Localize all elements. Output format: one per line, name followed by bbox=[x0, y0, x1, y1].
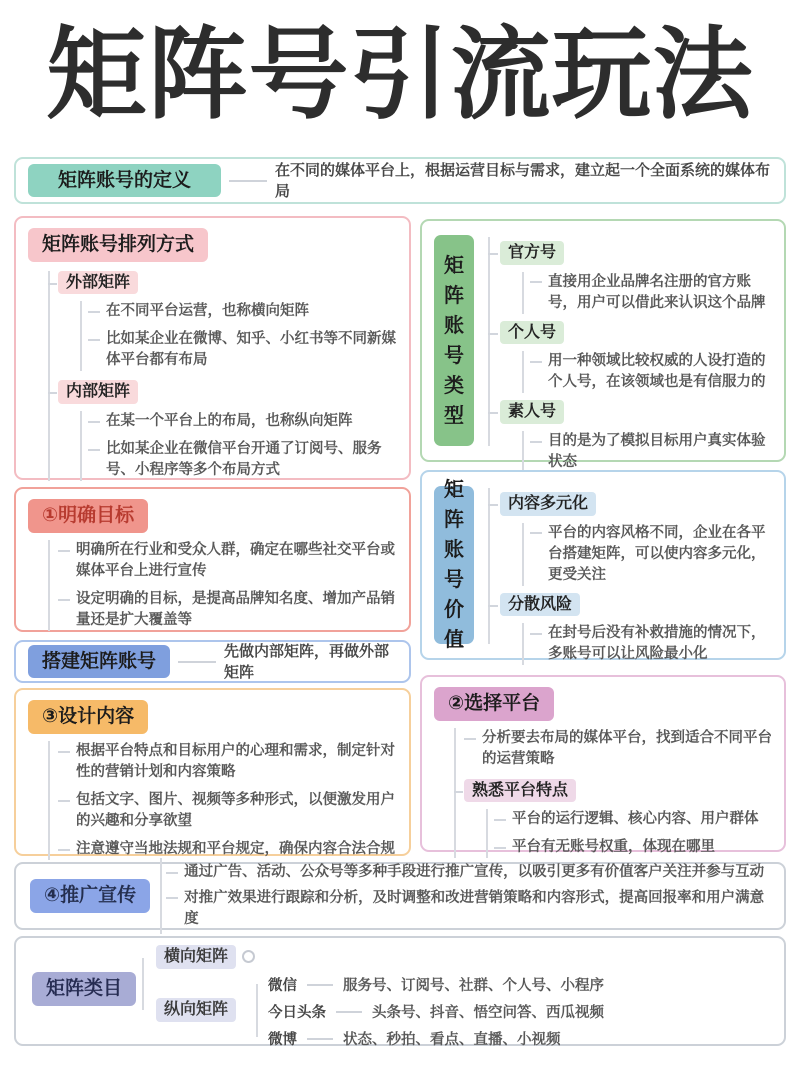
promotion-point: 对推广效果进行跟踪和分析，及时调整和改进营销策略和内容形式，提高回报率和用户满意度 bbox=[166, 888, 770, 930]
type-amateur-desc: 目的是为了模拟目标用户真实体验状态 bbox=[530, 431, 772, 473]
platform-items: 头条号、抖音、悟空问答、西瓜视频 bbox=[372, 1005, 604, 1021]
platform-items: 服务号、订阅号、社群、个人号、小程序 bbox=[343, 978, 604, 994]
build-header-pill: 搭建矩阵账号 bbox=[28, 645, 170, 679]
value-diversity-desc: 平台的内容风格不同，企业在各平台搭建矩阵，可以使内容多元化，更受关注 bbox=[530, 523, 772, 586]
platform-name: 微博 bbox=[268, 1032, 297, 1048]
leaf-item: 包括文字、图片、视频等多种形式，以便激发用户的兴趣和分享欲望 bbox=[58, 790, 397, 832]
branch-external-matrix-label: 外部矩阵 bbox=[58, 271, 138, 295]
section-choose-platform bbox=[420, 675, 786, 856]
platform-row bbox=[268, 1001, 604, 1022]
goal-tree bbox=[48, 540, 397, 631]
platform-row bbox=[268, 1028, 561, 1049]
branch-internal-matrix-label: 内部矩阵 bbox=[58, 380, 138, 404]
type-amateur-label: 素人号 bbox=[500, 400, 564, 424]
categories-header-pill: 矩阵类目 bbox=[32, 972, 136, 1006]
section-content-design bbox=[14, 688, 411, 856]
connector-line bbox=[142, 958, 144, 1010]
platform-point: 分析要去布局的媒体平台，找到适合不同平台的运营策略 bbox=[464, 728, 772, 770]
section-arrangement bbox=[14, 216, 411, 480]
section-definition bbox=[14, 157, 786, 204]
platform-feature-leaves bbox=[486, 809, 772, 858]
external-matrix-leaves bbox=[80, 301, 397, 371]
platform-tree bbox=[454, 728, 772, 859]
collapse-indicator-icon bbox=[242, 950, 255, 963]
section-goal bbox=[14, 487, 411, 632]
build-desc: 先做内部矩阵，再做外部矩阵 bbox=[224, 642, 390, 681]
account-types-vertical-pill bbox=[434, 235, 474, 446]
section-account-types bbox=[420, 219, 786, 470]
account-types-tree bbox=[488, 237, 772, 470]
platform-items: 状态、秒拍、看点、直播、小视频 bbox=[343, 1032, 561, 1048]
leaf-item: 在某一个平台上的布局，也称纵向矩阵 bbox=[88, 411, 397, 432]
type-personal-label: 个人号 bbox=[500, 321, 564, 345]
internal-matrix-leaves bbox=[80, 411, 397, 481]
leaf-item: 注意遵守当地法规和平台规定，确保内容合法合规 bbox=[58, 839, 397, 860]
arrangement-tree bbox=[48, 271, 397, 481]
leaf-item: 明确所在行业和受众人群，确定在哪些社交平台或媒体平台上进行宣传 bbox=[58, 540, 397, 582]
platform-header-pill: ②选择平台 bbox=[434, 687, 554, 721]
connector-line bbox=[307, 984, 333, 986]
section-categories bbox=[14, 936, 786, 1046]
branch-horizontal-matrix bbox=[156, 945, 255, 969]
connector-line bbox=[229, 180, 267, 182]
account-value-vertical-pill bbox=[434, 479, 474, 651]
connector-line bbox=[307, 1038, 333, 1040]
section-promotion bbox=[14, 862, 786, 930]
leaf-item: 比如某企业在微信平台开通了订阅号、服务号、小程序等多个布局方式 bbox=[88, 439, 397, 481]
type-official-label: 官方号 bbox=[500, 241, 564, 265]
connector-line bbox=[336, 1011, 362, 1013]
platform-feature-label: 熟悉平台特点 bbox=[464, 779, 576, 803]
leaf-item: 设定明确的目标，是提高品牌知名度、增加产品销量还是扩大覆盖等 bbox=[58, 589, 397, 631]
content-tree bbox=[48, 741, 397, 860]
arrangement-header-pill: 矩阵账号排列方式 bbox=[28, 228, 208, 262]
promotion-header-pill: ④推广宣传 bbox=[30, 879, 150, 913]
branch-vertical-matrix-label: 纵向矩阵 bbox=[156, 998, 236, 1022]
platform-row bbox=[268, 974, 604, 995]
section-build bbox=[14, 640, 411, 683]
definition-text: 在不同的媒体平台上，根据运营目标与需求，建立起一个全面系统的媒体布局 bbox=[275, 161, 771, 200]
connector-line bbox=[178, 661, 216, 663]
type-personal-desc: 用一种领域比较权威的人设打造的个人号，在该领域也是有信服力的 bbox=[530, 351, 772, 393]
value-diversity-label: 内容多元化 bbox=[500, 492, 596, 516]
platform-name: 今日头条 bbox=[268, 1005, 326, 1021]
type-official-desc: 直接用企业品牌名注册的官方账号，用户可以借此来认识这个品牌 bbox=[530, 272, 772, 314]
connector-line bbox=[256, 984, 258, 1037]
page-title: 矩阵号引流玩法 bbox=[46, 19, 754, 131]
promotion-lines bbox=[160, 858, 770, 933]
branch-horizontal-matrix-label: 横向矩阵 bbox=[156, 945, 236, 969]
leaf-item: 平台的运行逻辑、核心内容、用户群体 bbox=[494, 809, 772, 830]
definition-header-pill: 矩阵账号的定义 bbox=[28, 164, 221, 198]
leaf-item: 比如某企业在微博、知乎、小红书等不同新媒体平台都有布局 bbox=[88, 329, 397, 371]
content-header-pill: ③设计内容 bbox=[28, 700, 148, 734]
account-types-label: 矩阵账号类型 bbox=[444, 254, 464, 427]
value-risk-label: 分散风险 bbox=[500, 593, 580, 617]
promotion-point: 通过广告、活动、公众号等多种手段进行推广宣传，以吸引更多有价值客户关注并参与互动 bbox=[166, 862, 770, 883]
value-risk-desc: 在封号后没有补救措施的情况下，多账号可以让风险最小化 bbox=[530, 623, 772, 665]
platform-name: 微信 bbox=[268, 978, 297, 994]
section-account-value bbox=[420, 470, 786, 663]
account-value-label: 矩阵账号价值 bbox=[444, 479, 464, 651]
leaf-item: 根据平台特点和目标用户的心理和需求，制定针对性的营销计划和内容策略 bbox=[58, 741, 397, 783]
leaf-item: 在不同平台运营，也称横向矩阵 bbox=[88, 301, 397, 322]
account-value-tree bbox=[488, 488, 772, 663]
leaf-item: 平台有无账号权重，体现在哪里 bbox=[494, 837, 772, 858]
goal-header-pill: ①明确目标 bbox=[28, 499, 148, 533]
